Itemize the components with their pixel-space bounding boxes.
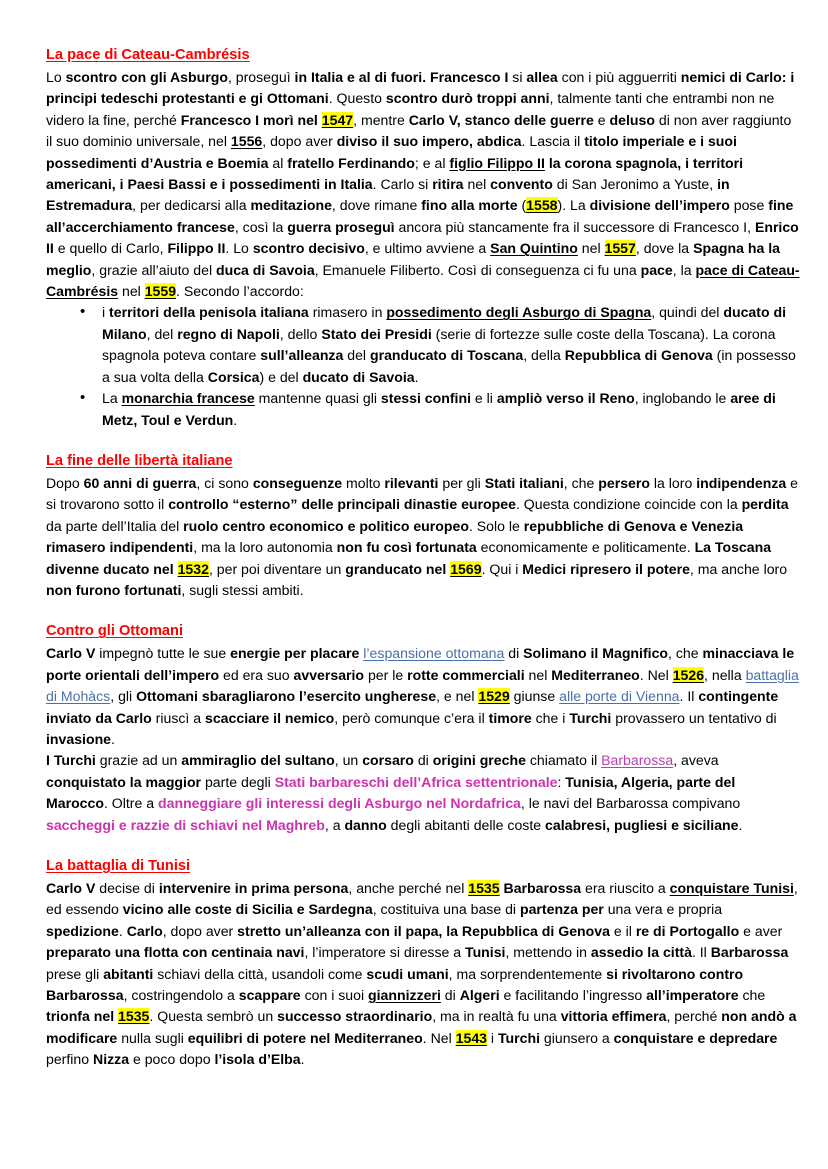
bold-text-run: deluso [609,111,655,128]
text-run: del [343,347,370,364]
text-run: e si trovarono sotto il [46,474,799,513]
bold-text-run: danno [344,816,387,833]
bold-underline-run: possedimento degli Asburgo di Spagna [386,304,652,321]
bold-text-run: scontro con gli Asburgo [65,69,228,85]
text-run: nel [118,283,145,300]
text-run: , per poi diventare un [208,560,346,577]
bold-text-run: controllo “esterno” delle principali dinastie europee [168,496,516,513]
text-run: , e ultimo avviene a [364,240,491,257]
bold-text-run: Repubblica di Genova [564,347,713,364]
text-run: ) e del [259,368,303,385]
text-run: . Lascia il [521,133,585,150]
text-run: , Emanuele Filiberto. Così di conseguenza ci fu una [314,261,641,278]
bold-text-run: Enrico II [46,218,799,257]
bold-text-run: fratello Ferdinando [287,154,415,171]
bold-text-run: si rivoltarono contro Barbarossa [46,965,744,1004]
bold-text-run: in Estremadura [46,176,730,214]
bold-text-run: conquistare e depredare [613,1029,778,1046]
section-heading: La pace di Cateau-Cambrésis [46,47,250,63]
bold-text-run: rotte commerciali [407,666,525,683]
text-run: , anche perché nel [348,880,469,896]
text-run: per gli [438,474,485,491]
section-heading-wrapper [46,857,800,877]
bold-text-run: partenza per [519,901,604,918]
bold-underline-run: conquistare Tunisi [669,880,794,896]
text-run: per le [364,666,408,683]
bold-text-run: ritira [432,176,464,193]
text-run: degli abitanti delle coste [386,816,546,833]
highlighted-year: 1547 [321,111,354,128]
text-run: , le navi del Barbarossa compivano [520,795,741,812]
bold-text-run: calabresi, pugliesi e siciliane [545,816,739,833]
text-run: , ma anche loro [689,560,788,577]
text-run: impegnò tutte le sue [95,645,231,662]
text-run: La [102,390,122,407]
list-item [64,388,800,431]
bold-text-run: conquistato la maggior [46,773,202,790]
bold-text-run: ducato di Savoia [302,368,415,385]
bold-text-run: regno di Napoli [177,325,280,342]
bold-text-run: perdita [741,496,789,513]
highlighted-year: 1557 [604,240,636,257]
text-run: , proseguì [227,69,295,85]
bold-text-run: titolo imperiale e i suoi possedimenti d’Austria e Boemia [46,133,737,171]
bold-text-run: guerra proseguì [287,218,395,235]
text-run: . Nel [639,666,673,683]
text-run: . [111,730,115,747]
highlighted-year: 1535 [118,1008,150,1025]
bold-text-run: Corsica [207,368,260,385]
text-run: : [557,773,566,790]
paragraph [46,67,800,302]
bold-text-run: Nizza [93,1051,130,1068]
text-run: , per dedicarsi alla [132,197,251,214]
bold-text-run: non furono fortunati [46,581,182,598]
text-run: ). La [557,197,590,214]
text-run: nulla sugli [117,1029,188,1046]
bold-text-run: Filippo II [167,240,226,257]
text-run: . [300,1051,305,1068]
text-run: (serie di fortezze sulle coste della Toscana). La corona spagnola poteva contare [102,325,776,364]
bold-underline-run: monarchia francese [121,390,255,407]
bold-text-run: ammiraglio del sultano [181,752,335,769]
text-run: grazie ad un [95,752,182,769]
text-run: , sugli stessi ambiti. [181,581,304,598]
bold-text-run: Carlo [126,922,163,939]
section-heading: La fine delle libertà italiane [46,452,233,469]
bold-text-run: la corona spagnola, i territori americani, i Paesi Bassi e i possedimenti in Italia [46,154,744,193]
bold-text-run: assedio la città [590,944,692,961]
text-run: con i suoi [300,987,369,1004]
text-run: . Carlo si [372,176,433,193]
bold-underline-run: San Quintino [490,240,578,257]
paragraph [46,473,800,601]
highlighted-year: 1558 [526,197,558,214]
text-run: , inglobando le [634,390,731,407]
bold-text-run: divisione dell’impero [589,197,730,214]
document-section [46,857,800,1071]
bold-text-run: scudi umani [366,965,449,982]
text-run: con i più agguerriti [557,69,681,85]
section-heading-wrapper [46,452,800,472]
bold-text-run: all’imperatore [646,987,739,1004]
text-run: si [508,69,527,85]
text-run: rimasero in [308,304,387,321]
document-section [46,46,800,431]
text-run: , e nel [436,688,479,705]
bold-text-run: scappare [238,987,301,1004]
text-run: e poco dopo [129,1051,215,1068]
text-run: , che [563,474,599,491]
text-run: decise di [95,880,159,896]
bold-text-run: Turchi [569,709,612,726]
text-run: (in possesso a sua volta della [102,347,796,385]
text-run: , che [668,645,703,662]
text-run: ancora più stancamente fra il successore di Francesco I, [394,218,755,235]
text-run: . [118,922,127,939]
bold-text-run: Carlo V [46,645,96,662]
text-run: , un [334,752,363,769]
bold-text-run: stessi confini [380,390,471,407]
highlighted-year: 1529 [478,688,510,705]
bold-text-run: granducato nel [345,560,451,577]
text-run: , talmente tanti che entrambi non ne videro la fine, perché [46,90,775,128]
bold-text-run: l’isola d’Elba [214,1051,301,1068]
bold-text-run: Stato dei Presidi [321,325,432,342]
text-run: . Questa condizione coincide con la [515,496,742,513]
text-run: e [593,111,610,128]
bold-underline-run: giannizzeri [368,987,441,1004]
bold-text-run: Tunisi [465,944,506,961]
sections-container [46,46,800,1071]
bold-text-run: La Toscana divenne ducato nel [46,539,772,577]
text-run: era riuscito a [581,880,670,896]
bold-text-run: rilevanti [384,474,439,491]
text-run: che i [531,709,570,726]
text-run: che [738,987,766,1004]
highlighted-year: 1535 [468,880,500,896]
list-item [64,302,800,388]
text-run: di [504,645,524,662]
bold-underline-run: figlio Filippo II [449,154,545,171]
bold-text-run: pace [640,261,673,278]
hyperlink[interactable]: l’espansione ottomana [363,645,505,662]
text-run: da parte dell’Italia del [46,517,184,534]
text-run: e facilitando l’ingresso [499,987,647,1004]
highlighted-year: 1569 [450,560,482,577]
text-run: , costituiva una base di [372,901,520,918]
text-run: , dello [279,325,322,342]
text-run: i [487,1029,498,1046]
text-run: , ma in realtà fu una [432,1008,561,1025]
text-run: di non aver raggiunto il suo dominio universale, nel [46,111,792,150]
text-run: , grazie all’aiuto del [91,261,216,278]
text-run: . [738,816,743,833]
bold-text-run: convento [490,176,553,193]
bold-text-run: allea [526,69,558,85]
text-run: . Oltre a [103,795,159,812]
text-run: , dopo aver [262,133,337,150]
bold-text-run: repubbliche di Genova e Venezia rimasero indipendenti [46,517,744,556]
bold-text-run: Medici ripresero il potere [522,560,690,577]
hyperlink[interactable]: alle porte di Vienna [559,688,680,705]
text-run: . [233,411,238,428]
bold-text-run: contingente inviato da Carlo [46,688,779,726]
text-run: e li [471,390,497,407]
bold-text-run: non andò a modificare [46,1008,797,1046]
section-heading-wrapper [46,46,800,66]
bold-text-run: meditazione [250,197,332,214]
bold-text-run: avversario [293,666,365,683]
bold-text-run: indipendenza [696,474,787,491]
highlighted-year: 1526 [672,666,705,683]
text-run: , costringendolo a [123,987,239,1004]
bold-text-run: I Turchi [46,752,96,769]
text-run: nel [524,666,552,683]
text-run: schiavi della città, usandoli come [153,965,367,982]
bold-text-run: re di Portogallo [635,922,740,939]
bold-text-run: intervenire in prima persona [158,880,349,896]
section-heading: Contro gli Ottomani [46,623,184,640]
text-run: , l’imperatore si diresse a [304,944,466,961]
bold-text-run: scontro decisivo [252,240,365,257]
hyperlink[interactable]: battaglia di Mohàcs [46,666,799,705]
bold-underline-run: pace di Cateau-Cambrésis [46,261,800,300]
bold-text-run: abitanti [103,965,154,982]
bold-text-run: Francesco I morì nel [180,111,322,128]
text-run: ; e al [414,154,450,171]
text-run: ( [517,197,527,214]
text-run: riuscì a [151,709,205,726]
bold-text-run: successo straordinario [277,1008,433,1025]
text-run: economicamente e politicamente. [476,539,695,556]
text-run: . Qui i [481,560,523,577]
bold-text-run: Carlo V [46,880,96,896]
bold-underline-run: 1556 [230,133,263,150]
text-run: al [268,154,288,171]
bold-text-run: corsaro [362,752,414,769]
text-run: giunse [509,688,560,705]
text-run: e aver [739,922,783,939]
bold-text-run: fine all’accerchiamento francese [46,197,794,235]
bold-text-run: fino alla morte [421,197,518,214]
text-run: . Lo [225,240,253,257]
bold-text-run: Spagna ha la meglio [46,240,780,278]
text-run: , perché [666,1008,722,1025]
text-run: di [413,752,433,769]
bold-text-run: equilibri di potere nel Mediterraneo [187,1029,423,1046]
bold-text-run: scacciare il nemico [205,709,335,726]
magenta-text-run: danneggiare gli interessi degli Asburgo nel Nordafrica [158,795,521,812]
text-run: , dove la [635,240,694,257]
bold-text-run: energie per placare [230,645,364,662]
document-section [46,452,800,601]
bold-text-run: Barbarossa [710,944,789,961]
text-run: , mettendo in [505,944,591,961]
text-run: , dove rimane [331,197,422,214]
text-run: pose [729,197,769,214]
bold-text-run: in Italia e al di fuori. Francesco I [294,69,509,85]
text-run: , però comunque c’era il [334,709,489,726]
text-run: giunsero a [540,1029,614,1046]
text-run: chiamato il [525,752,602,769]
bold-text-run: Carlo V, stanco delle guerre [408,111,594,128]
bold-text-run: nemici di Carlo: i principi tedeschi protestanti e gi Ottomani [46,69,795,107]
bold-text-run: ruolo centro economico e politico europeo [183,517,469,534]
bold-text-run: vittoria effimera [560,1008,667,1025]
bold-text-run: granducato di Toscana [369,347,524,364]
bold-text-run: stretto un’alleanza con il papa, la Repubblica di Genova [237,922,610,939]
paragraph [46,643,800,750]
text-run: una vera e propria [603,901,723,918]
visited-hyperlink[interactable]: Barbarossa [601,752,674,769]
text-run: , aveva [673,752,719,769]
bold-text-run: vicino alle coste di Sicilia e Sardegna [122,901,373,918]
bold-text-run: ampliò verso il Reno [496,390,635,407]
bold-text-run: preparato una flotta con centinaia navi [46,944,305,961]
bold-text-run: aree di Metz, Toul e Verdun [102,390,776,428]
text-run: provassero un tentativo di [611,709,777,726]
text-run: Dopo [46,474,84,491]
text-run: molto [342,474,385,491]
bold-text-run: invasione [46,730,112,747]
text-run: e quello di Carlo, [53,240,168,257]
bullet-list [46,302,800,430]
bold-text-run: Solimano il Magnifico [523,645,669,662]
text-run: , nella [704,666,746,683]
text-run: la loro [649,474,697,491]
bold-text-run: conseguenze [252,474,343,491]
text-run: , ma sorprendentemente [448,965,607,982]
bold-text-run: origini greche [432,752,526,769]
bold-text-run: duca di Savoia [216,261,315,278]
text-run: . Solo le [468,517,524,534]
bold-text-run: Tunisia, Algeria, parte del Marocco [46,773,736,812]
text-run: , la [672,261,696,278]
bold-text-run: sull’alleanza [260,347,344,364]
paragraph [46,750,800,836]
highlighted-year: 1532 [177,560,209,577]
magenta-text-run: saccheggi e razzie di schiavi nel Maghreb [46,816,325,833]
text-run: Lo [46,69,66,85]
text-run: i [102,304,110,321]
section-heading-wrapper [46,622,800,642]
text-run: , quindi del [651,304,724,321]
bold-text-run: timore [488,709,532,726]
bold-text-run: Barbarossa [503,880,582,896]
text-run: . Il [679,688,699,705]
text-run: . [414,368,419,385]
text-run: di [440,987,460,1004]
bold-text-run: diviso il suo impero, abdica [336,133,522,150]
bold-text-run: Algeri [459,987,500,1004]
text-run: parte degli [201,773,275,790]
text-run: perfino [46,1051,94,1068]
paragraph [46,878,800,1071]
bold-text-run: ducato di Milano [102,304,786,342]
text-run: , a [324,816,345,833]
text-run: mantenne quasi gli [254,390,381,407]
text-run: , ed essendo [46,880,798,918]
text-run: . Secondo l’accordo: [176,283,304,300]
bold-text-run: territori della penisola italiana [109,304,309,321]
magenta-text-run: Stati barbareschi dell’Africa settentrionale [274,773,558,790]
bold-text-run: non fu così fortunata [336,539,477,556]
text-run: , della [523,347,565,364]
text-run: di San Jeronimo a Yuste, [552,176,718,193]
bold-text-run: minacciava le porte orientali dell’impero [46,645,795,683]
bold-text-run: Ottomani sbaragliarono l’esercito ungherese [136,688,437,705]
bold-text-run: scontro durò troppi anni [385,90,550,107]
text-run: ed era suo [219,666,294,683]
bold-text-run: persero [598,474,650,491]
document-section [46,622,800,836]
bold-text-run: 60 anni di guerra [83,474,197,491]
text-run: . Il [691,944,711,961]
text-run: , gli [110,688,137,705]
text-run: . Nel [422,1029,456,1046]
text-run: nel [463,176,491,193]
text-run: e il [609,922,636,939]
bold-text-run: Mediterraneo [551,666,640,683]
bold-text-run: Stati italiani [484,474,564,491]
text-run: , ci sono [196,474,253,491]
text-run: prese gli [46,965,104,982]
text-run: , ma la loro autonomia [193,539,337,556]
highlighted-year: 1543 [455,1029,487,1046]
text-run: , del [146,325,178,342]
text-run: , dopo aver [162,922,238,939]
highlighted-year: 1559 [144,283,177,300]
text-run: , mentre [353,111,409,128]
text-run: nel [577,240,605,257]
text-run: . Questa sembrò un [149,1008,278,1025]
bold-text-run: spedizione [46,922,119,939]
bold-text-run: Turchi [497,1029,540,1046]
bold-text-run: trionfa nel [46,1008,119,1025]
text-run: . Questo [328,90,386,107]
text-run: , così la [234,218,288,235]
section-heading: La battaglia di Tunisi [46,858,191,874]
